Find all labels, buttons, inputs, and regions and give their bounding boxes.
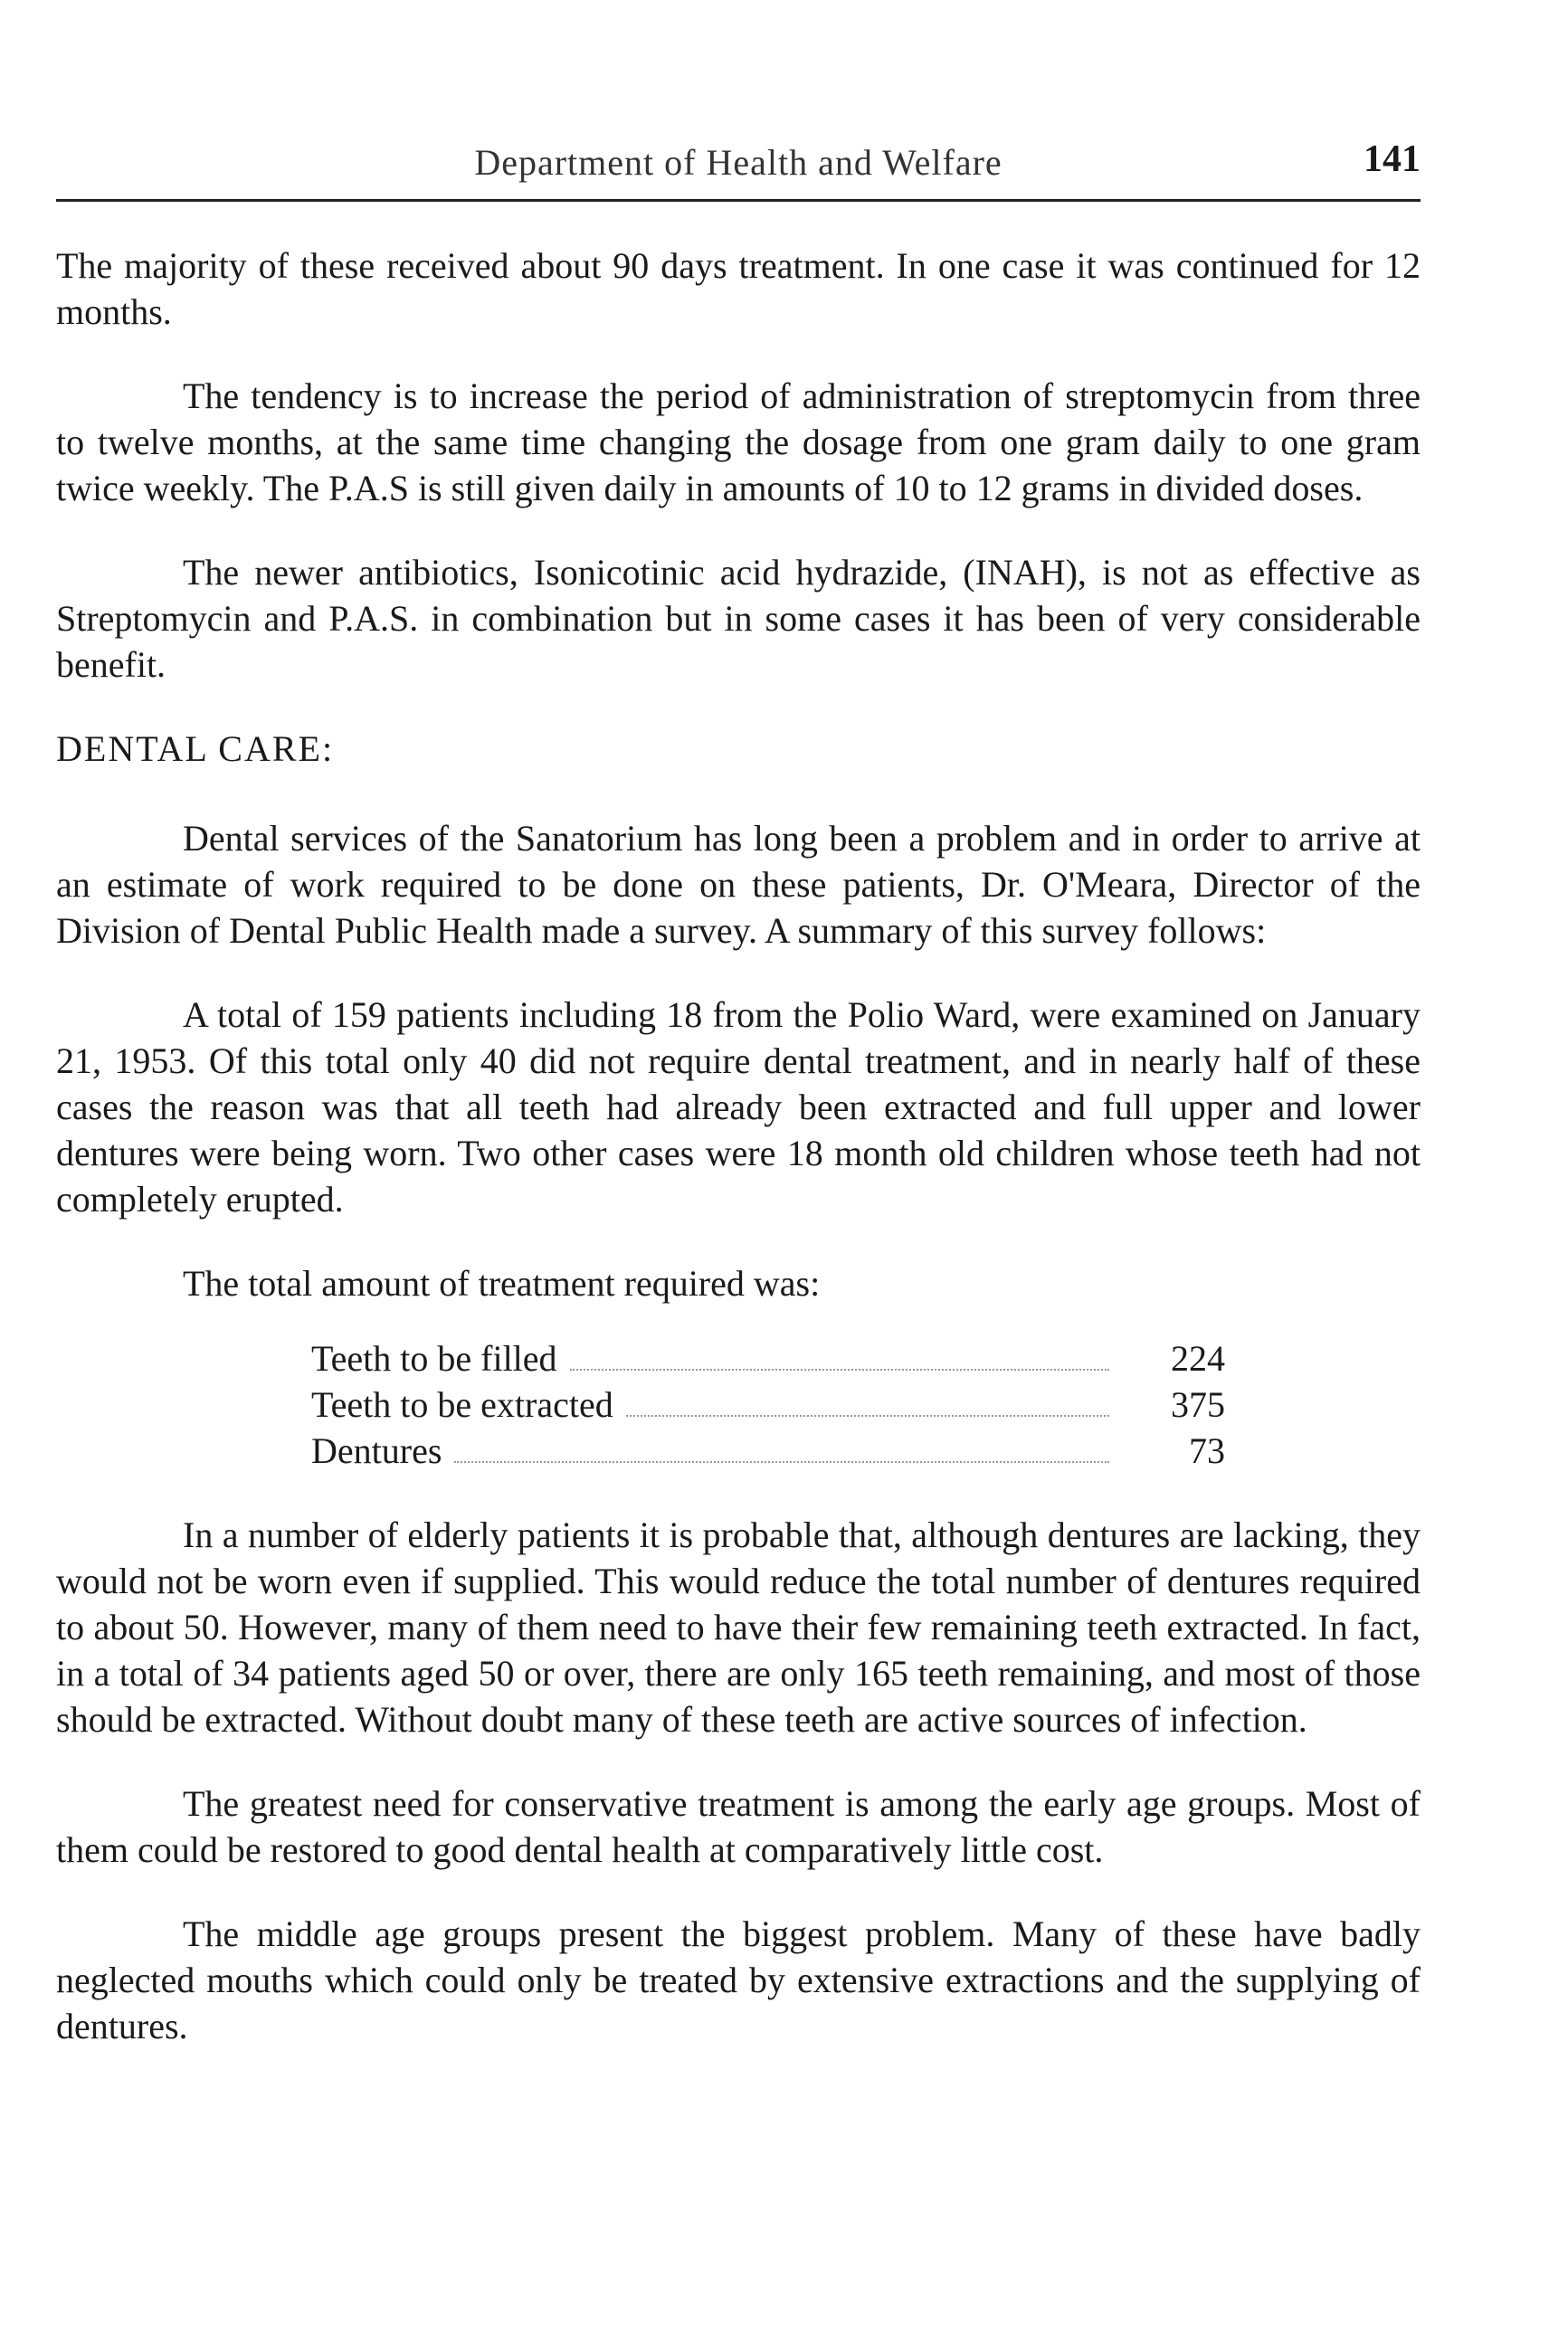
dot-leader bbox=[454, 1461, 1109, 1463]
section-heading-dental-care: DENTAL CARE: bbox=[56, 728, 335, 769]
paragraph-treatment-duration: The majority of these received about 90 days treatment. In one case it was continued for 12 months. bbox=[56, 245, 1421, 332]
paragraph-treatment-intro: The total amount of treatment required was: bbox=[183, 1263, 821, 1304]
treatment-label: Teeth to be extracted bbox=[311, 1384, 613, 1425]
dot-leader bbox=[570, 1369, 1109, 1371]
paragraph-streptomycin: The tendency is to increase the period of administration of streptomycin from three to twelve months, at the same time changing the dosage from one gram daily to one gram twice weekly. The P.A.S is still given daily in amounts of 10 to 12 grams in divided doses. bbox=[56, 375, 1421, 508]
paragraph-survey-results: A total of 159 patients including 18 from the Polio Ward, were examined on January 21, 1953. Of this total only 40 did not require dental treatment, and in nearly half of these cases the reason was that all teeth had already been extracted and full upper and lower dentures were being worn. Two other cases were 18 month old children whose teeth had not completely erupted. bbox=[56, 994, 1421, 1220]
running-header bbox=[56, 136, 1421, 202]
table-row bbox=[311, 1335, 1225, 1381]
running-title: Department of Health and Welfare bbox=[474, 142, 1003, 183]
body-text bbox=[56, 242, 1421, 2087]
treatment-value: 73 bbox=[1189, 1430, 1225, 1471]
paragraph-early-age-groups: The greatest need for conservative treatment is among the early age groups. Most of them could be restored to good dental health at comparatively little cost. bbox=[56, 1783, 1421, 1870]
paragraph-antibiotics: The newer antibiotics, Isonicotinic acid hydrazide, (INAH), is not as effective as Streptomycin and P.A.S. in combination but in some cases it has been of very considerable benefit. bbox=[56, 552, 1421, 685]
treatment-label: Teeth to be filled bbox=[311, 1338, 557, 1379]
treatment-value: 224 bbox=[1171, 1338, 1225, 1379]
paragraph-elderly-patients: In a number of elderly patients it is probable that, although dentures are lacking, they would not be worn even if supplied. This would reduce the total number of dentures required to about 50. However, many of them need to have their few remaining teeth extracted. In fact, in a total of 34 patients aged 50 or over, there are only 165 teeth remaining, and most of those should be extracted. Without doubt many of these teeth are active sources of infection. bbox=[56, 1514, 1421, 1740]
table-row bbox=[311, 1428, 1225, 1474]
table-row bbox=[311, 1381, 1225, 1428]
paragraph-dental-services: Dental services of the Sanatorium has long been a problem and in order to arrive at an estimate of work required to be done on these patients, Dr. O'Meara, Director of the Division of Dental Public Health made a survey. A summary of this survey follows: bbox=[56, 818, 1421, 951]
treatment-label: Dentures bbox=[311, 1430, 442, 1471]
treatment-table bbox=[311, 1335, 1225, 1474]
page-number: 141 bbox=[1364, 138, 1421, 180]
paragraph-middle-age-groups: The middle age groups present the biggest problem. Many of these have badly neglected mouths which could only be treated by extensive extractions and the supplying of dentures. bbox=[56, 1913, 1421, 2046]
dot-leader bbox=[626, 1415, 1109, 1417]
treatment-value: 375 bbox=[1171, 1384, 1225, 1425]
